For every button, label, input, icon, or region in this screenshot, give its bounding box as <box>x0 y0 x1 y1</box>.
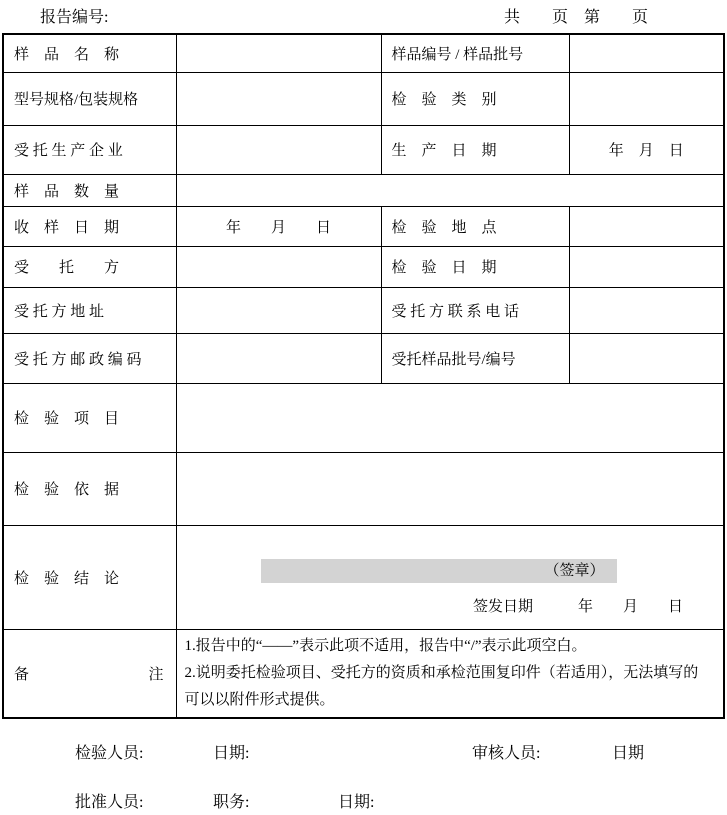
production-date-label: 生 产 日 期 <box>381 125 569 174</box>
inspection-items-value <box>176 383 724 452</box>
entrusted-address-value <box>176 287 381 333</box>
table-row <box>3 72 724 125</box>
sample-code-value <box>569 34 724 72</box>
inspection-basis-label: 检 验 依 据 <box>3 452 176 525</box>
sampling-date-label: 收 样 日 期 <box>3 206 176 246</box>
table-row <box>3 34 724 72</box>
sample-name-value <box>176 34 381 72</box>
inspection-category-value <box>569 72 724 125</box>
entrusted-manufacturer-label: 受 托 生 产 企 业 <box>3 125 176 174</box>
table-row <box>3 452 724 525</box>
issue-date-line: 签发日期 年 月 日 <box>472 598 683 615</box>
approver-title-label: 职务: <box>213 794 250 811</box>
table-row <box>3 525 724 629</box>
reviewer-label: 审核人员: <box>472 745 541 762</box>
remark-label <box>3 629 176 718</box>
conclusion-area <box>176 525 724 629</box>
entrusted-postcode-value <box>176 333 381 383</box>
table-row <box>3 174 724 206</box>
entrusted-address-label: 受 托 方 地 址 <box>3 287 176 333</box>
production-date-value: 年 月 日 <box>569 125 724 174</box>
report-number-label: 报告编号: <box>40 9 109 26</box>
entrusted-phone-label: 受 托 方 联 系 电 话 <box>381 287 569 333</box>
inspection-date-label: 检 验 日 期 <box>381 246 569 287</box>
table-row <box>3 629 724 718</box>
reviewer-date-label: 日期 <box>612 745 645 762</box>
report-form-table <box>2 33 725 719</box>
table-row <box>3 246 724 287</box>
sample-name-label: 样 品 名 称 <box>3 34 176 72</box>
inspector-label: 检验人员: <box>75 745 144 762</box>
approver-date-label: 日期: <box>338 794 375 811</box>
seal-highlight-bar <box>261 559 617 583</box>
remark-notes <box>176 629 724 718</box>
entrusted-party-value <box>176 246 381 287</box>
sample-quantity-value <box>176 174 724 206</box>
inspector-date-label: 日期: <box>213 745 250 762</box>
entrusted-party-label: 受 托 方 <box>3 246 176 287</box>
table-row <box>3 287 724 333</box>
page-top-line <box>0 8 727 28</box>
sampling-date-value: 年 月 日 <box>176 206 381 246</box>
table-row <box>3 206 724 246</box>
inspection-basis-value <box>176 452 724 525</box>
page-count-text: 共 页 第 页 <box>503 9 648 26</box>
entrusted-sample-batch-label: 受托样品批号/编号 <box>381 333 569 383</box>
remark-label-left: 备 <box>14 666 30 683</box>
inspection-category-label: 检 验 类 别 <box>381 72 569 125</box>
inspection-conclusion-label: 检 验 结 论 <box>3 525 176 629</box>
seal-label: （签章） <box>544 562 605 579</box>
inspection-date-value <box>569 246 724 287</box>
entrusted-postcode-label: 受 托 方 邮 政 编 码 <box>3 333 176 383</box>
entrusted-sample-batch-value <box>569 333 724 383</box>
entrusted-manufacturer-value <box>176 125 381 174</box>
remark-label-right: 注 <box>148 666 164 683</box>
inspection-place-value <box>569 206 724 246</box>
approver-label: 批准人员: <box>75 794 144 811</box>
remark-note-1: 1.报告中的“——”表示此项不适用，报告中“/”表示此项空白。 <box>184 637 587 654</box>
sample-code-label: 样品编号 / 样品批号 <box>381 34 569 72</box>
table-row <box>3 333 724 383</box>
inspection-items-label: 检 验 项 目 <box>3 383 176 452</box>
table-row <box>3 383 724 452</box>
remark-note-2: 2.说明委托检验项目、受托方的资质和承检范围复印件（若适用），无法填写的可以以附件形式提供。 <box>184 664 699 708</box>
inspection-place-label: 检 验 地 点 <box>381 206 569 246</box>
model-spec-value <box>176 72 381 125</box>
model-spec-label: 型号规格/包装规格 <box>3 72 176 125</box>
sample-quantity-label: 样 品 数 量 <box>3 174 176 206</box>
table-row <box>3 125 724 174</box>
entrusted-phone-value <box>569 287 724 333</box>
